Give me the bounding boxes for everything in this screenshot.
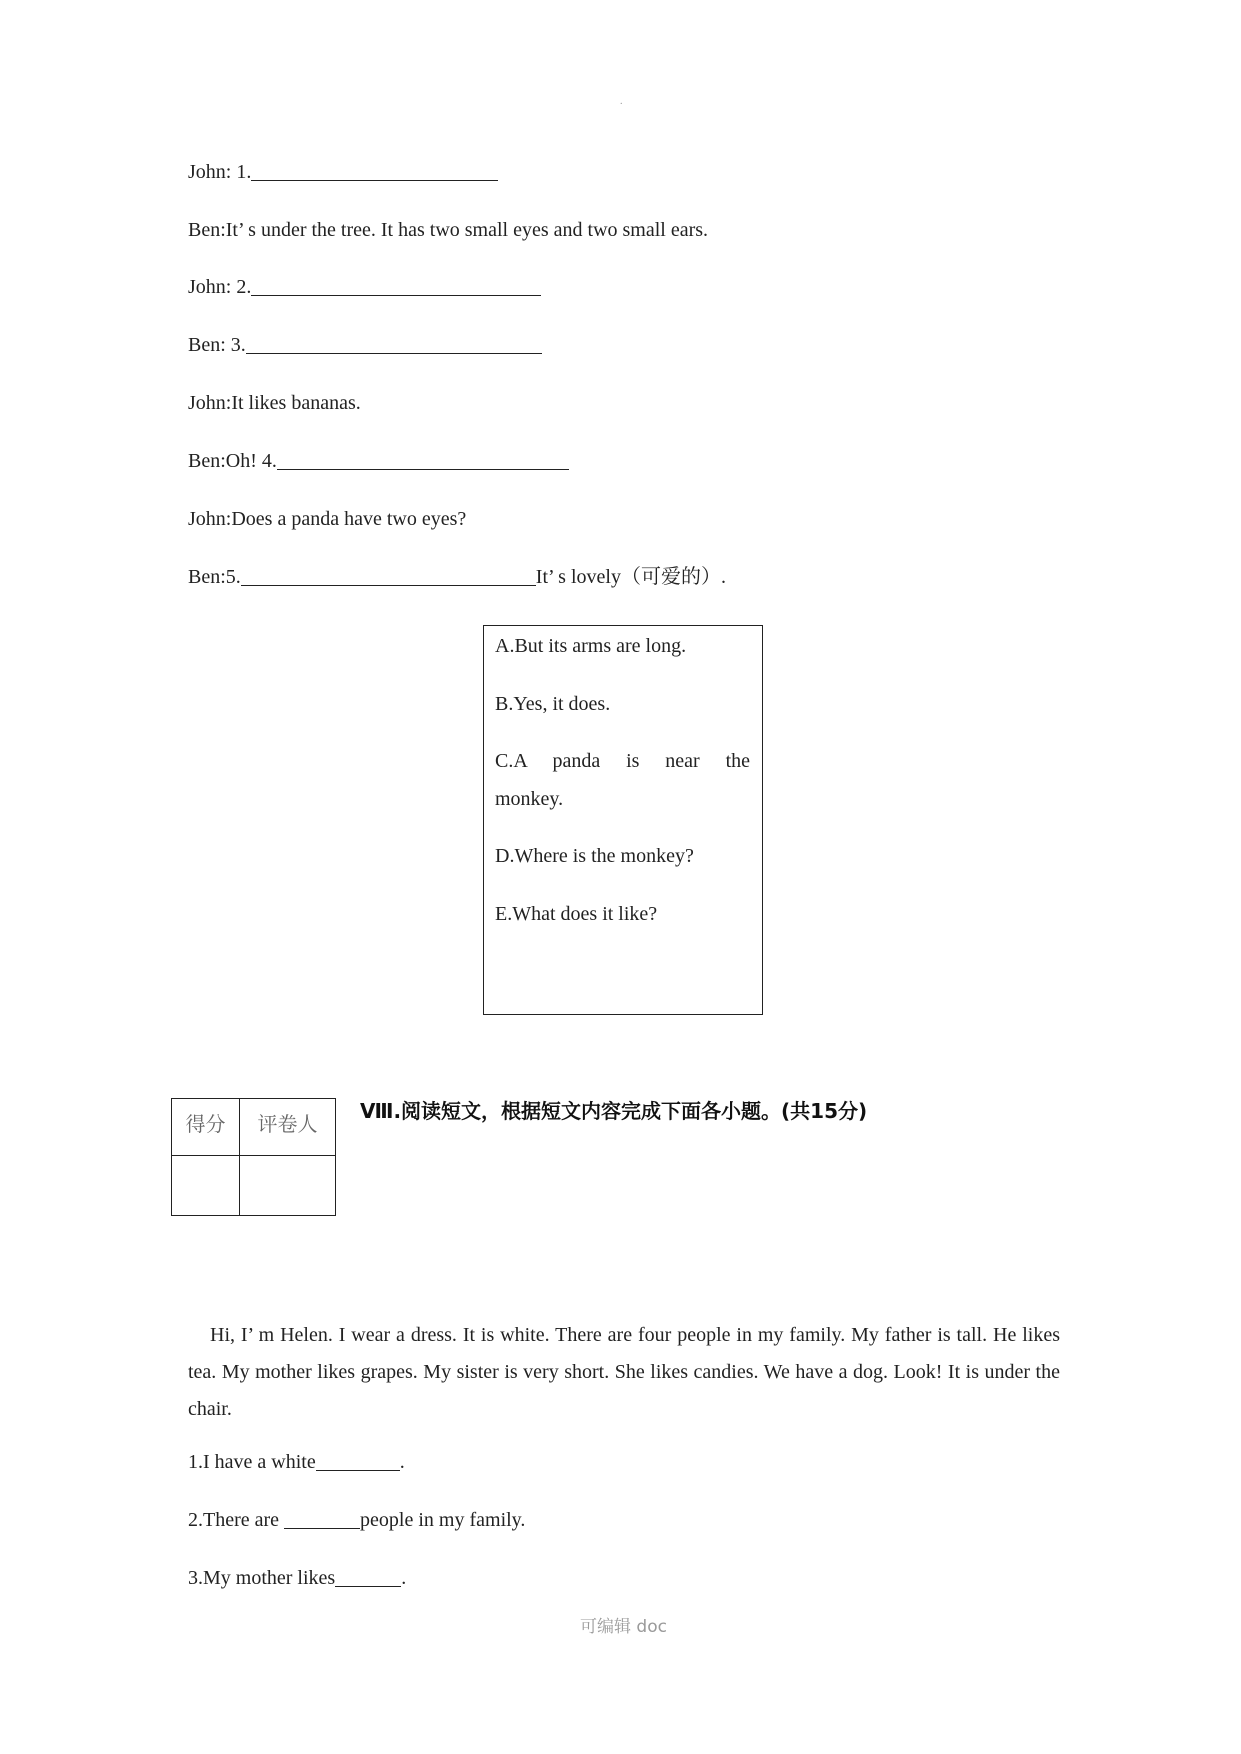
dialogue-line-1 xyxy=(188,160,498,184)
footer-watermark: 可编辑 doc xyxy=(580,1617,667,1637)
answer-blank-2[interactable] xyxy=(251,277,541,296)
question-2 xyxy=(188,1508,525,1532)
dialogue-line-3 xyxy=(188,275,541,299)
score-table xyxy=(171,1098,336,1216)
reading-passage: Hi, I’ m Helen. I wear a dress. It is white. There are four people in my family. My father is tall. He likes tea. My mother likes grapes. My sister is very short. She likes candies. We have a dog. Look! It is under the chair. xyxy=(188,1324,1060,1420)
option-e: E.What does it like? xyxy=(495,903,658,925)
answer-blank-1[interactable] xyxy=(251,162,498,181)
dialogue-line-5: John:It likes bananas. xyxy=(188,392,361,414)
dialogue-prompt: John: 2. xyxy=(188,276,252,298)
option-a: A.But its arms are long. xyxy=(495,635,687,657)
question-text: 1.I have a white xyxy=(188,1451,316,1473)
question-text: 3.My mother likes xyxy=(188,1567,336,1589)
dialogue-suffix: It’ s lovely（可爱的）. xyxy=(535,566,726,588)
dialogue-line-6 xyxy=(188,449,569,473)
question-suffix: . xyxy=(401,1567,407,1589)
dialogue-line-2: Ben:It’ s under the tree. It has two small eyes and two small ears. xyxy=(188,219,709,241)
options-box xyxy=(483,625,763,1015)
question-suffix: people in my family. xyxy=(360,1509,526,1531)
question-blank-1[interactable] xyxy=(316,1452,400,1471)
dialogue-prompt: Ben:5. xyxy=(188,566,241,588)
section-heading: Ⅷ.阅读短文，根据短文内容完成下面各小题。(共15分) xyxy=(360,1099,868,1123)
question-blank-2[interactable] xyxy=(284,1510,360,1529)
dialogue-prompt: Ben:Oh! 4. xyxy=(188,450,277,472)
score-cell[interactable] xyxy=(172,1156,240,1216)
score-label: 得分 xyxy=(172,1099,240,1156)
option-c-line2: monkey. xyxy=(495,788,564,810)
dialogue-prompt: John: 1. xyxy=(188,161,252,183)
grader-cell[interactable] xyxy=(240,1156,336,1216)
dialogue-line-8 xyxy=(188,565,726,589)
header-mark: . xyxy=(620,96,623,107)
option-b: B.Yes, it does. xyxy=(495,693,611,715)
dialogue-prompt: Ben: 3. xyxy=(188,334,246,356)
question-blank-3[interactable] xyxy=(335,1568,401,1587)
question-3 xyxy=(188,1566,406,1590)
answer-blank-3[interactable] xyxy=(246,335,542,354)
option-c-line1: C.A panda is near the xyxy=(495,750,750,772)
answer-blank-5[interactable] xyxy=(241,567,536,586)
option-d: D.Where is the monkey? xyxy=(495,845,694,867)
dialogue-line-4 xyxy=(188,333,542,357)
question-suffix: . xyxy=(399,1451,405,1473)
answer-blank-4[interactable] xyxy=(277,451,569,470)
grader-label: 评卷人 xyxy=(240,1099,336,1156)
question-1 xyxy=(188,1450,405,1474)
question-text: 2.There are xyxy=(188,1509,285,1531)
dialogue-line-7: John:Does a panda have two eyes? xyxy=(188,508,467,530)
